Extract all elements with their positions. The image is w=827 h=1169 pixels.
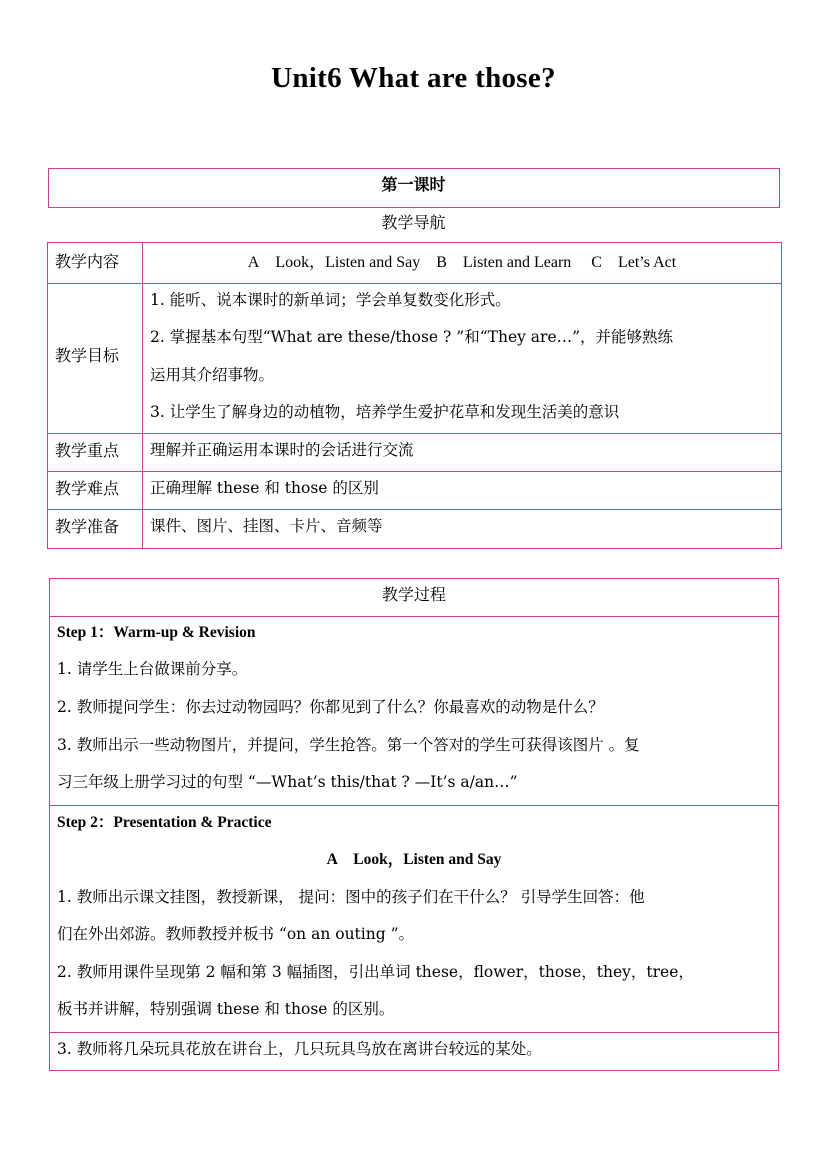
step3-line: 3. 教师将几朵玩具花放在讲台上，几只玩具鸟放在离讲台较远的某处。 [57,1040,542,1058]
step2-line: 2. 教师用课件呈现第 2 幅和第 3 幅插图，引出单词 these，flower，those，they，tree， [57,963,694,981]
step1-line: 习三年级上册学习过的句型 “—What’s this/that ? —It’s a/an…” [57,773,518,791]
document-title: Unit6 What are those? [271,62,556,94]
period-label: 第一课时 [381,175,446,194]
step1-line: 3. 教师出示一些动物图片，并提问，学生抢答。第一个答对的学生可获得该图片 。复 [57,736,640,754]
goal-line: 2. 掌握基本句型“What are these/those ? ”和“They are…”，并能够熟练 [150,328,674,346]
step2-line: 1. 教师出示课文挂图，教授新课， 提问：图中的孩子们在干什么？ 引导学生回答：他 [57,888,645,906]
goal-line: 1. 能听、说本课时的新单词；学会单复数变化形式。 [150,291,511,309]
goals-label: 教学目标 [55,346,120,365]
key-value: 理解并正确运用本课时的会话进行交流 [150,441,414,459]
prep-label: 教学准备 [55,517,120,536]
step2-line: 们在外出郊游。教师教授并板书 “on an outing ”。 [57,925,415,943]
goal-line: 运用其介绍事物。 [150,366,275,384]
difficulty-label: 教学难点 [55,479,120,498]
step1-line: 1. 请学生上台做课前分享。 [57,660,248,678]
prep-value: 课件、图片、挂图、卡片、音频等 [150,517,383,535]
content-value: A Look，Listen and Say B Listen and Learn C Let’s Act [247,254,677,271]
step2-line: 板书并讲解，特别强调 these 和 those 的区别。 [57,1000,395,1018]
step1-line: 2. 教师提问学生：你去过动物园吗？你都见到了什么？你最喜欢的动物是什么？ [57,698,604,716]
nav-heading: 教学导航 [381,213,446,232]
difficulty-value: 正确理解 these 和 those 的区别 [150,479,379,497]
process-heading: 教学过程 [381,585,446,604]
content-label: 教学内容 [55,252,120,271]
step2-title: Step 2：Presentation & Practice [57,814,272,831]
goal-line: 3. 让学生了解身边的动植物，培养学生爱护花草和发现生活美的意识 [150,403,620,421]
step2-subtitle: A Look，Listen and Say [326,851,502,868]
key-label: 教学重点 [55,441,120,460]
step1-title: Step 1：Warm-up & Revision [57,624,256,641]
